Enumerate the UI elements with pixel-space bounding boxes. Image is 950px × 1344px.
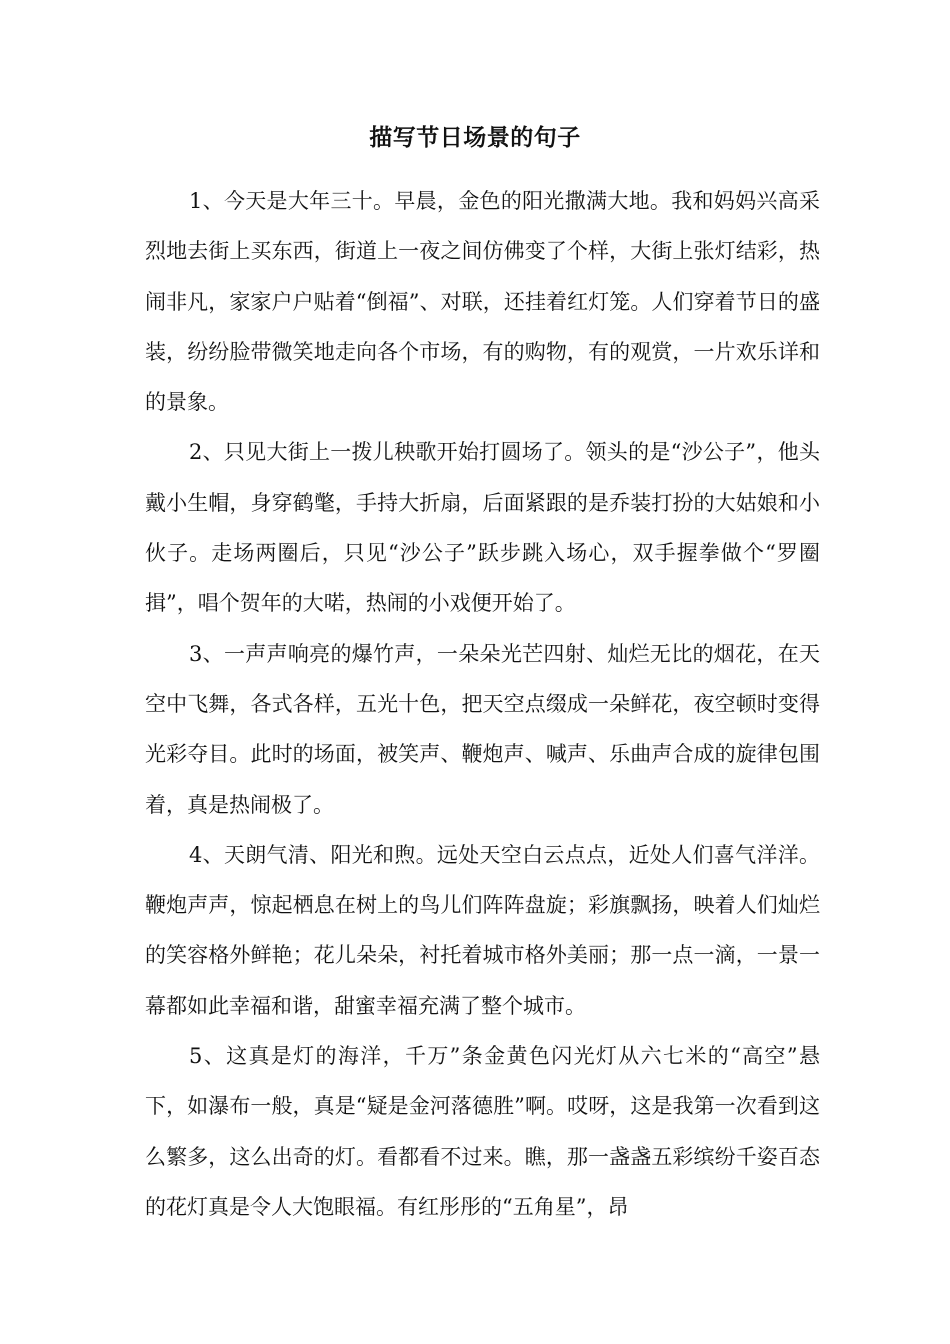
document-title: 描写节日场景的句子 [369, 124, 581, 151]
paragraph-4: 4、天朗气清、阳光和煦。远处天空白云点点，近处人们喜气洋洋。鞭炮声声，惊起栖息在树上的鸟儿们阵阵盘旋；彩旗飘扬，映着人们灿烂的笑容格外鲜艳；花儿朵朵，衬托着城市格外美丽；那一点一滴，一景一幕都如此幸福和谐，甜蜜幸福充满了整个城市。 [145, 842, 820, 1018]
document-body [145, 176, 820, 1232]
paragraph-2: 2、只见大街上一拨儿秧歌开始打圆场了。领头的是“沙公子”，他头戴小生帽，身穿鹤氅，手持大折扇，后面紧跟的是乔装打扮的大姑娘和小伙子。走场两圈后，只见“沙公子”跃步跳入场心，双手握拳做个“罗圈揖”，唱个贺年的大喏，热闹的小戏便开始了。 [145, 440, 820, 616]
paragraph-5: 5、这真是灯的海洋，千万”条金黄色闪光灯从六七米的“高空”悬下，如瀑布一般，真是“疑是金河落德胜”啊。哎呀，这是我第一次看到这么繁多，这么出奇的灯。看都看不过来。瞧，那一盏盏五彩缤纷千姿百态的花灯真是令人大饱眼福。有红彤彤的“五角星”，昂 [145, 1044, 820, 1219]
paragraph-3: 3、一声声响亮的爆竹声，一朵朵光芒四射、灿烂无比的烟花，在天空中飞舞，各式各样，五光十色，把天空点缀成一朵鲜花，夜空顿时变得光彩夺目。此时的场面，被笑声、鞭炮声、喊声、乐曲声合成的旋律包围着，真是热闹极了。 [145, 641, 820, 817]
paragraph-1: 1、今天是大年三十。早晨，金色的阳光撒满大地。我和妈妈兴高采烈地去街上买东西，街道上一夜之间仿佛变了个样，大街上张灯结彩，热闹非凡，家家户户贴着“倒福”、对联，还挂着红灯笼。人们穿着节日的盛装，纷纷脸带微笑地走向各个市场，有的购物，有的观赏，一片欢乐详和的景象。 [145, 189, 820, 415]
